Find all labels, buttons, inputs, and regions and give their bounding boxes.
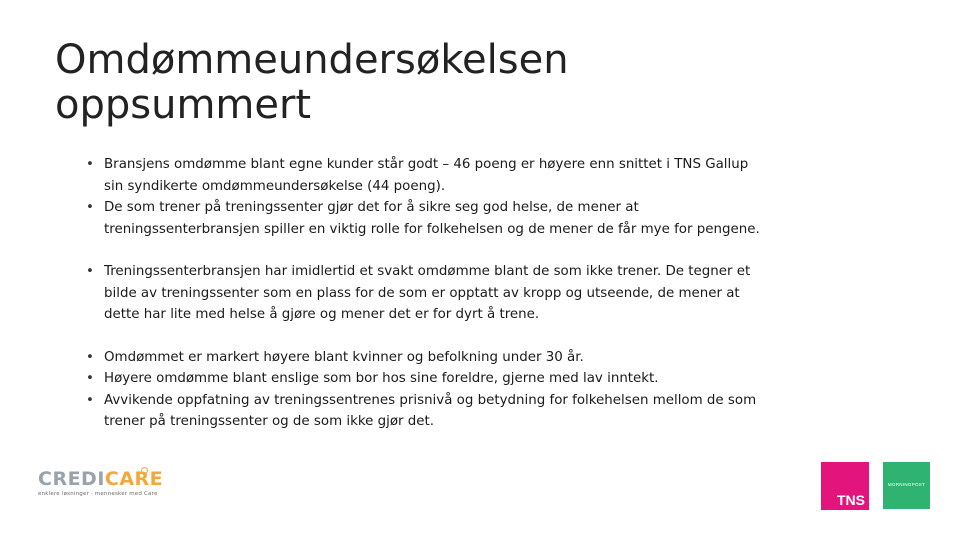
bullet-item: • Treningssenterbransjen har imidlertid et svakt omdømme blant de som ikke trener. De tegner et bilde av treningssenter som en plass for de som er opptatt av kropp og utseende, de mener at dette har lite med helse å gjøre og mener det er for dyrt å trene. bbox=[86, 261, 766, 326]
green-brand-logo-text: MORNINGPOST bbox=[887, 482, 926, 487]
title-line-1: Omdømmeundersøkelsen bbox=[55, 37, 569, 83]
bullet-item: • Omdømmet er markert høyere blant kvinner og befolkning under 30 år. bbox=[86, 347, 766, 369]
bullet-item: • Høyere omdømme blant enslige som bor hos sine foreldre, gjerne med lav inntekt. bbox=[86, 368, 766, 390]
title-line-2: oppsummert bbox=[55, 82, 312, 128]
bullet-item: • Bransjens omdømme blant egne kunder står godt – 46 poeng er høyere enn snittet i TNS Gallup sin syndikerte omdømmeundersøkelse (44 poeng). bbox=[86, 154, 766, 197]
registered-mark-icon bbox=[141, 467, 148, 474]
tns-logo bbox=[821, 462, 869, 510]
bullet-list bbox=[86, 154, 766, 433]
slide-title bbox=[55, 38, 755, 128]
credicare-wordmark-care: CARE bbox=[104, 468, 164, 490]
credicare-tagline: enklere løsninger · mennesker med Care bbox=[38, 491, 158, 497]
green-brand-logo bbox=[883, 462, 930, 509]
bullet-item: • De som trener på treningssenter gjør det for å sikre seg god helse, de mener at treningssenterbransjen spiller en viktig rolle for folkehelsen og de mener de får mye for pengene. bbox=[86, 197, 766, 240]
credicare-logo bbox=[38, 468, 164, 502]
tns-logo-text: TNS bbox=[837, 492, 865, 508]
credicare-wordmark-credi: CREDI bbox=[38, 468, 105, 490]
bullet-item: • Avvikende oppfatning av treningssentrenes prisnivå og betydning for folkehelsen mellom de som trener på treningssenter og de som ikke gjør det. bbox=[86, 390, 766, 433]
